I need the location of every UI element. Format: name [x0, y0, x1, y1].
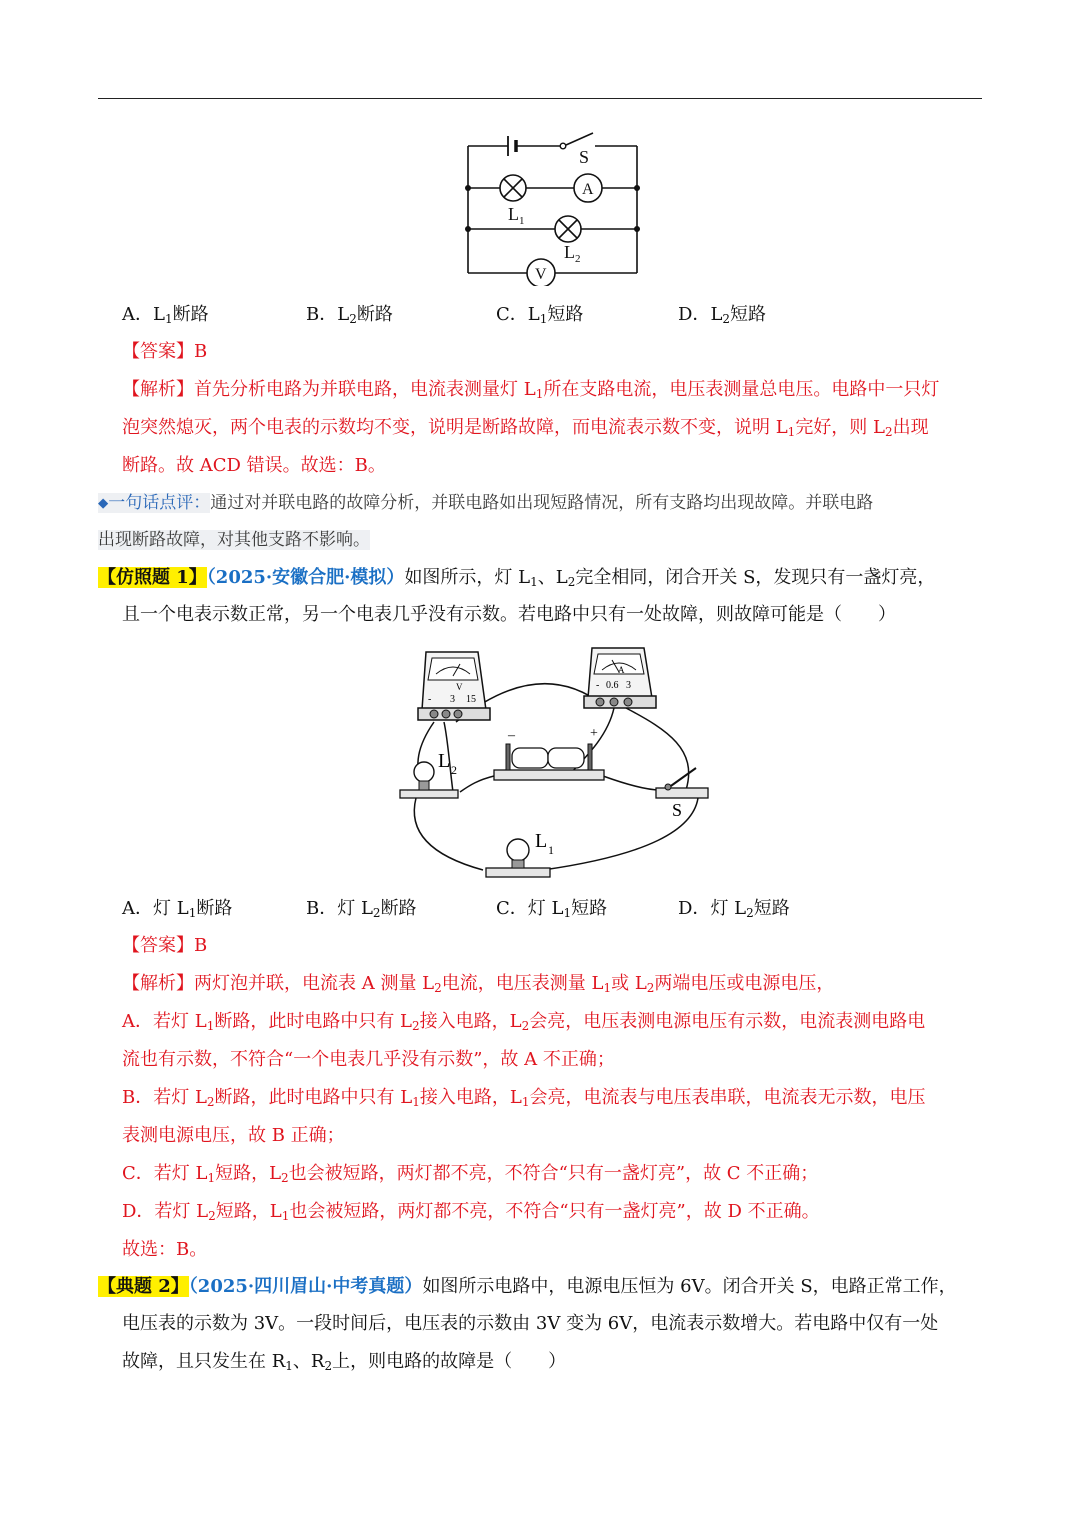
fang1-answer: 【答案】B [122, 935, 208, 956]
voltmeter-unit: V [456, 682, 463, 692]
switch-label: S [579, 147, 590, 167]
circuit-apparatus-diagram [398, 640, 710, 885]
prev-answer: 【答案】B [122, 341, 208, 362]
fang1-analysis-a-line1: A．若灯 $L_1$断路，此时电路中只有 $L_2$接入电路，$L_2$会亮，电压表测电源电压有示数，电流表测电路电 [122, 1011, 926, 1033]
ammeter-device [584, 648, 656, 708]
fang1-analysis-c: C．若灯 $L_1$短路，$L_2$也会被短路，两灯都不亮，不符合“只有一盏灯亮”，故 C 不正确； [122, 1163, 819, 1185]
dian2-source: （2025·四川眉山·中考真题） [188, 1276, 423, 1297]
fang1-analysis-intro: 【解析】两灯泡并联，电流表 A 测量 $L_2$电流，电压表测量 $L_1$或 $L_2$两端电压或电源电压， [122, 973, 835, 995]
lamp1-label: L [535, 830, 548, 852]
prev-option-c: C．$L_1$短路 [496, 304, 584, 326]
ammeter-unit: A [618, 665, 625, 675]
fang1-analysis-a-line2: 流也有示数，不符合“一个电表几乎没有示数”，故 A 不正确； [122, 1049, 615, 1070]
circuit-diagram-1 [455, 126, 655, 286]
fang1-option-a: A．灯 $L_1$断路 [122, 898, 233, 920]
prev-analysis-line1: 【解析】首先分析电路为并联电路，电流表测量灯 $L_1$所在支路电流，电压表测量总电压。电路中一只灯 [122, 379, 940, 401]
ammeter-tick-3: 3 [626, 680, 631, 691]
fang1-analysis-d: D．若灯 $L_2$短路，$L_1$也会被短路，两灯都不亮，不符合“只有一盏灯亮”，故 D 不正确。 [122, 1201, 820, 1223]
prev-option-b: B．$L_2$断路 [306, 304, 393, 326]
dian2-stem-line2: 电压表的示数为 3V。一段时间后，电压表的示数由 3V 变为 6V，电流表示数增大。若电路中仅有一处 [122, 1313, 939, 1334]
comment-line1: ◆一句话点评：通过对并联电路的故障分析，并联电路如出现短路情况，所有支路均出现故障。并联电路 [98, 493, 874, 513]
voltmeter-minus: - [428, 694, 432, 705]
prev-option-a: A．$L_1$断路 [122, 304, 209, 326]
fang1-stem-line2: 且一个电表示数正常，另一个电表几乎没有示数。若电路中只有一处故障，则故障可能是（ ） [122, 604, 896, 625]
dian2-stem-line1: 【典题 2】（2025·四川眉山·中考真题）如图所示电路中，电源电压恒为 6V。闭合开关 S，电路正常工作， [98, 1276, 957, 1297]
fang1-tag: 【仿照题 1】 [98, 567, 207, 588]
dian2-tag: 【典题 2】 [98, 1276, 189, 1297]
lamp2-sub: 2 [575, 253, 581, 265]
ammeter-minus: - [596, 680, 600, 691]
battery-device [494, 744, 604, 780]
fang1-option-d: D．灯 $L_2$短路 [678, 898, 790, 920]
ammeter-label: A [582, 181, 594, 198]
lamp2-label: L [438, 750, 451, 772]
comment-line2: 出现断路故障，对其他支路不影响。 [98, 530, 370, 550]
voltmeter-device [418, 652, 490, 720]
lamp2-sub: 2 [451, 763, 457, 777]
voltmeter-tick-3: 3 [450, 694, 455, 705]
fang1-source: （2025·安徽合肥·模拟） [206, 567, 405, 588]
fang1-analysis-b-line1: B．若灯 $L_2$断路，此时电路中只有 $L_1$接入电路，$L_1$会亮，电流表与电压表串联，电流表无示数，电压 [122, 1087, 926, 1109]
fang1-analysis-b-line2: 表测电源电压，故 B 正确； [122, 1125, 345, 1146]
prev-analysis-line3: 断路。故 ACD 错误。故选：B。 [122, 455, 386, 476]
fang1-stem-line1: 【仿照题 1】（2025·安徽合肥·模拟）如图所示，灯 $L_1$、$L_2$完全相同，闭合开关 S，发现只有一盏灯亮， [98, 567, 936, 589]
switch-device [656, 768, 708, 798]
lamp1-sub: 1 [548, 843, 554, 857]
prev-analysis-line2: 泡突然熄灭，两个电表的示数均不变，说明是断路故障，而电流表示数不变，说明 $L_1$完好，则 $L_2$出现 [122, 417, 929, 439]
lamp1-label: L [508, 204, 519, 224]
lamp1-sub: 1 [519, 215, 525, 227]
ammeter-tick-06: 0.6 [606, 680, 619, 691]
fang1-option-c: C．灯 $L_1$短路 [496, 898, 608, 920]
battery-minus: – [508, 728, 515, 743]
fang1-final: 故选：B。 [122, 1239, 208, 1260]
voltmeter-tick-15: 15 [466, 694, 476, 705]
fang1-option-b: B．灯 $L_2$断路 [306, 898, 417, 920]
dian2-stem-line3: 故障，且只发生在 $R_1$、$R_2$上，则电路的故障是（ ） [122, 1351, 567, 1373]
comment-label: ◆一句话点评： [98, 493, 211, 513]
battery-plus: + [590, 726, 598, 741]
lamp2-label: L [564, 242, 575, 262]
switch-label: S [672, 800, 683, 820]
header-rule [98, 98, 982, 99]
prev-option-d: D．$L_2$短路 [678, 304, 767, 326]
voltmeter-label: V [535, 266, 547, 283]
